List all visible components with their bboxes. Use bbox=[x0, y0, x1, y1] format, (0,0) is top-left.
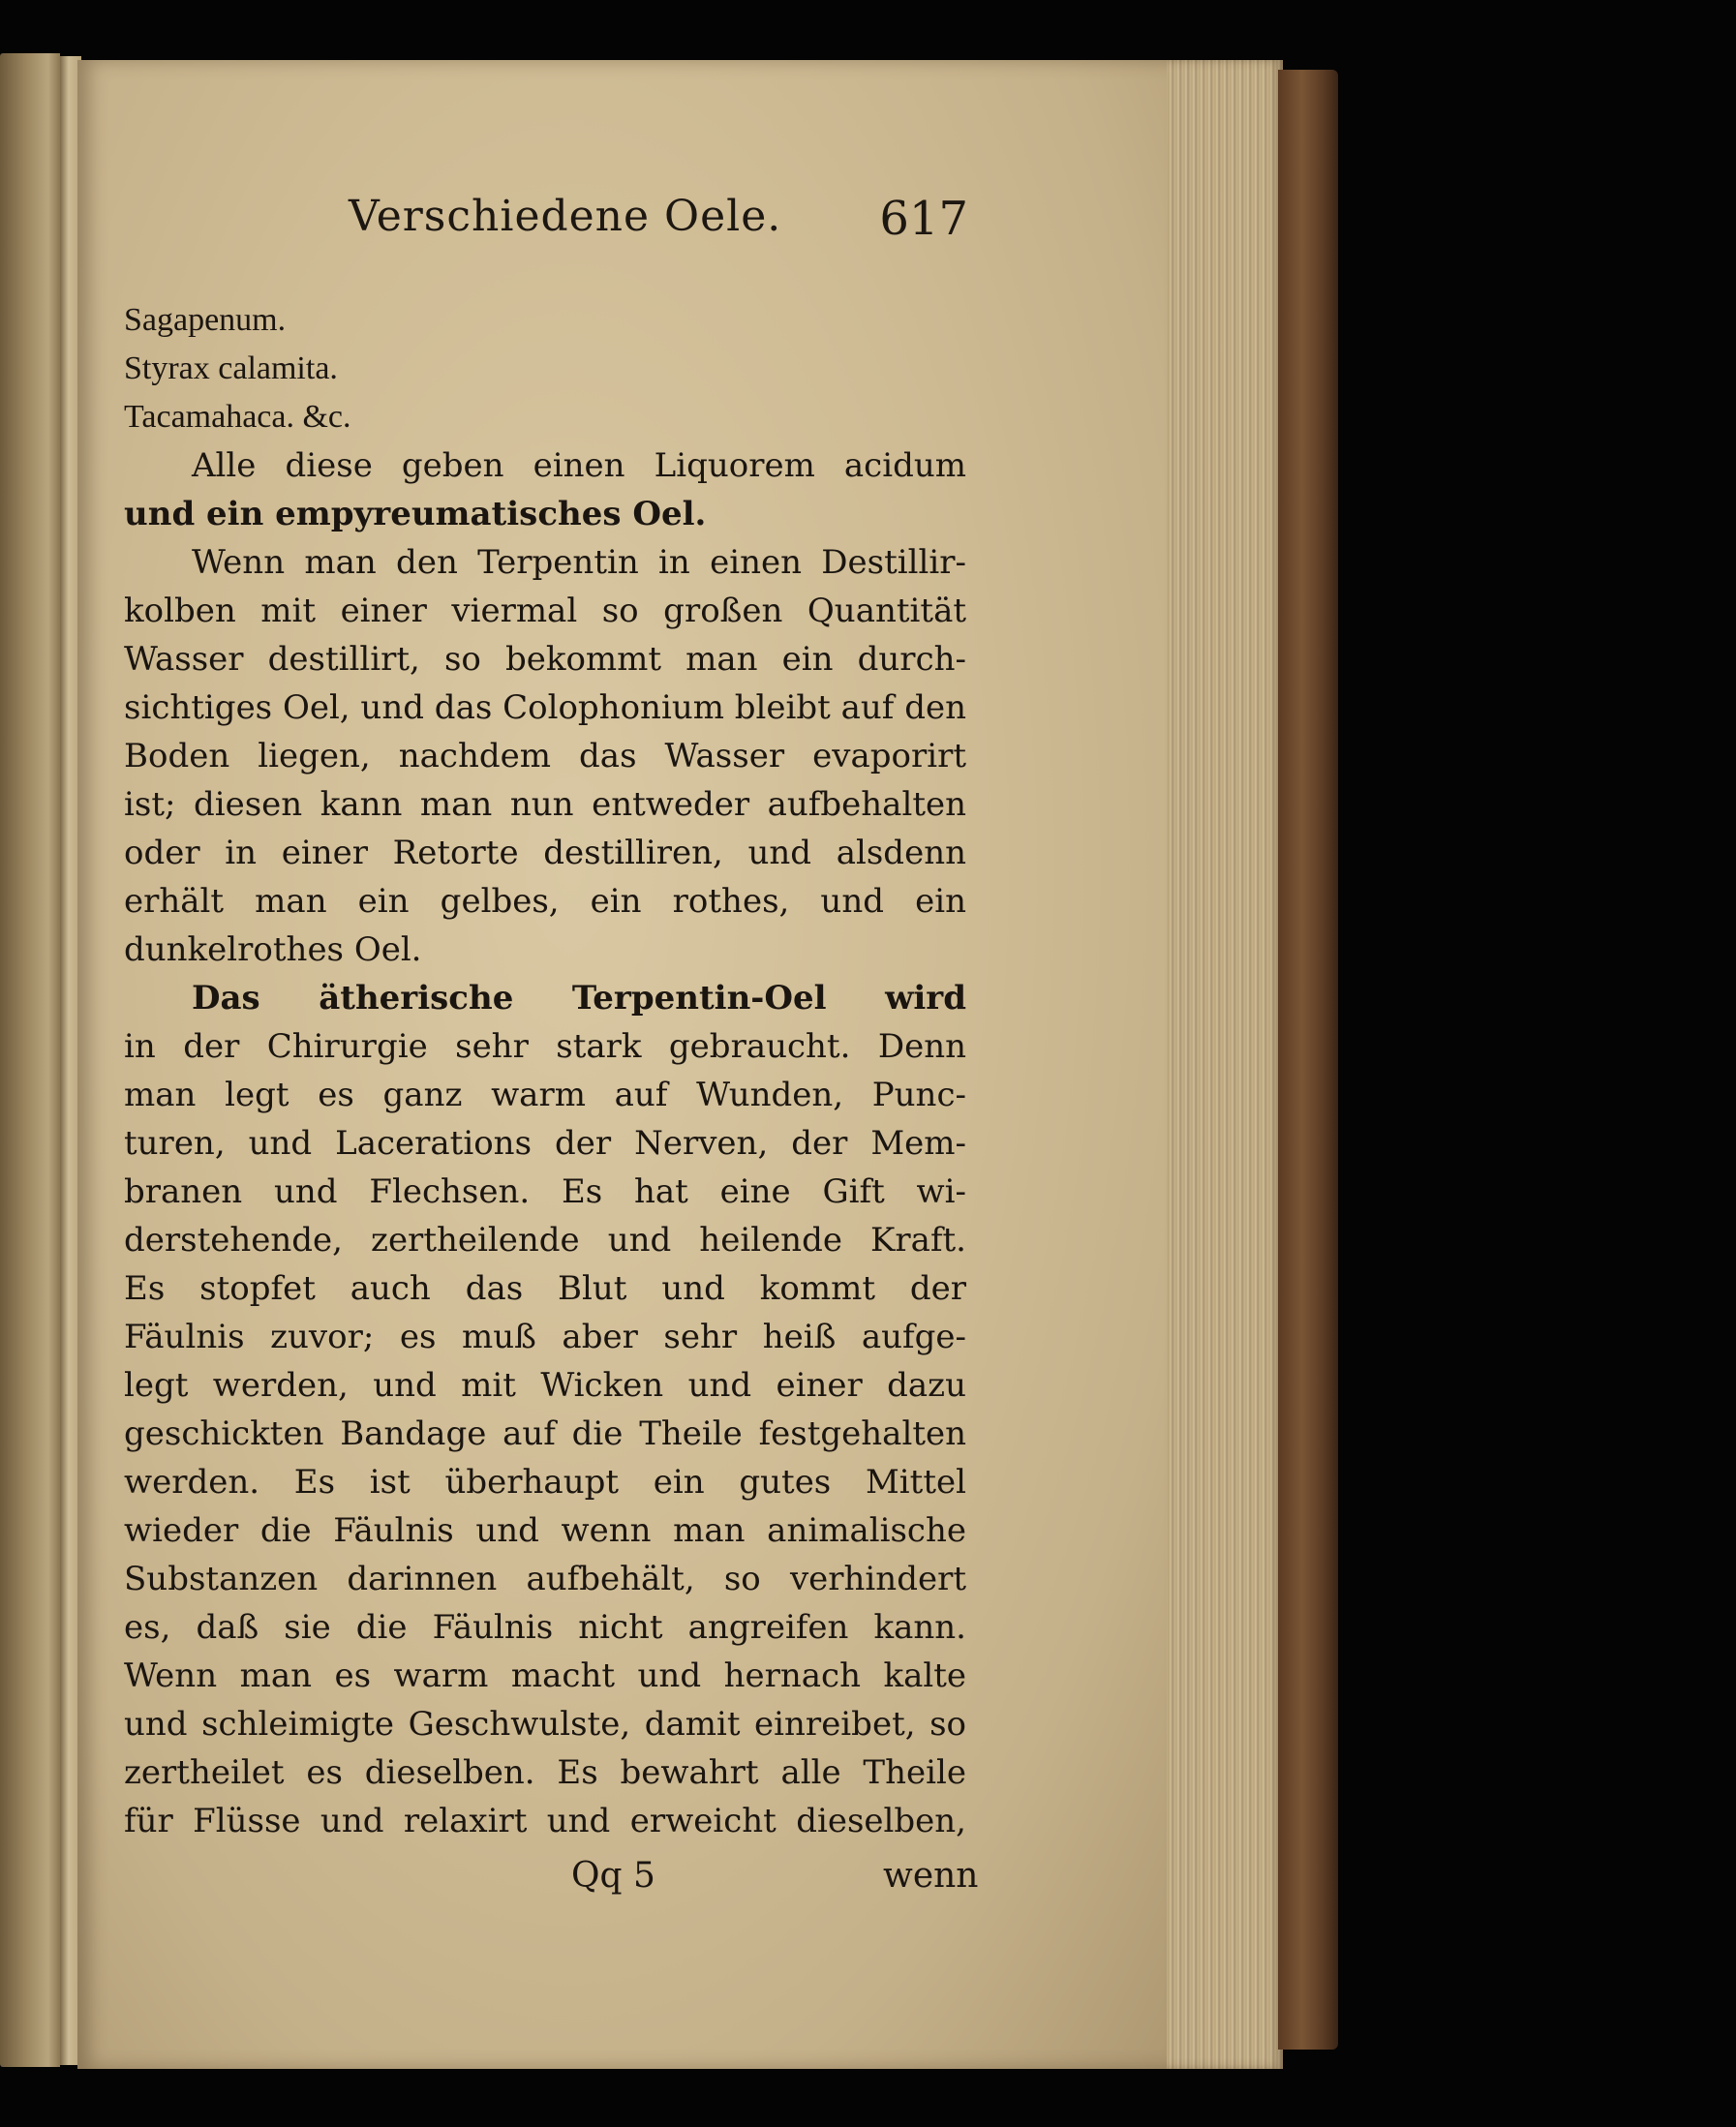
text-line: oder in einer Retorte destilliren, und alsdenn bbox=[124, 834, 966, 872]
signature-mark: Qq 5 bbox=[571, 1856, 655, 1896]
catchword: wenn bbox=[883, 1856, 979, 1896]
text-line: Fäulnis zuvor; es muß aber sehr heiß aufge- bbox=[124, 1318, 966, 1356]
text-line: Styrax calamita. bbox=[124, 350, 338, 386]
book-cover bbox=[1278, 70, 1338, 2050]
text-line: sichtiges Oel, und das Colophonium bleibt auf den bbox=[124, 688, 966, 727]
text-line: legt werden, und mit Wicken und einer dazu bbox=[124, 1366, 966, 1405]
text-line: wieder die Fäulnis und wenn man animalische bbox=[124, 1511, 966, 1550]
text-line: Substanzen darinnen aufbehält, so verhindert bbox=[124, 1560, 966, 1598]
text-line: zertheilet es dieselben. Es bewahrt alle Theile bbox=[124, 1753, 966, 1792]
text-line: in der Chirurgie sehr stark gebraucht. Denn bbox=[124, 1027, 966, 1066]
running-title: Verschiedene Oele. bbox=[349, 192, 782, 241]
text-line: derstehende, zertheilende und heilende Kraft. bbox=[124, 1221, 966, 1260]
text-line: werden. Es ist überhaupt ein gutes Mittel bbox=[124, 1463, 966, 1502]
text-line: Wasser destillirt, so bekommt man ein durch- bbox=[124, 640, 966, 679]
previous-page-edge bbox=[0, 53, 60, 2067]
body-text bbox=[124, 296, 966, 1845]
text-line: turen, und Lacerations der Nerven, der Mem- bbox=[124, 1124, 966, 1163]
text-line: branen und Flechsen. Es hat eine Gift wi- bbox=[124, 1172, 966, 1211]
text-line: kolben mit einer viermal so großen Quantität bbox=[124, 592, 966, 630]
text-line: für Flüsse und relaxirt und erweicht dieselben, bbox=[124, 1802, 966, 1840]
text-line: dunkelrothes Oel. bbox=[124, 930, 422, 969]
text-line: Sagapenum. bbox=[124, 302, 287, 338]
page-block-edge bbox=[1167, 60, 1283, 2069]
text-line: man legt es ganz warm auf Wunden, Punc- bbox=[124, 1076, 966, 1114]
text-line: Boden liegen, nachdem das Wasser evaporirt bbox=[124, 737, 966, 775]
text-line: erhält man ein gelbes, ein rothes, und ein bbox=[124, 882, 966, 921]
text-line: geschickten Bandage auf die Theile festgehalten bbox=[124, 1414, 966, 1453]
text-line: Alle diese geben einen Liquorem acidum bbox=[192, 446, 966, 485]
text-line: es, daß sie die Fäulnis nicht angreifen kann. bbox=[124, 1608, 966, 1647]
page-header bbox=[349, 192, 968, 259]
text-line: Es stopfet auch das Blut und kommt der bbox=[124, 1269, 966, 1308]
text-line: und schleimigte Geschwulste, damit einreibet, so bbox=[124, 1705, 966, 1744]
text-line: Das ätherische Terpentin-Oel wird bbox=[192, 979, 966, 1018]
text-line: ist; diesen kann man nun entweder aufbehalten bbox=[124, 785, 966, 824]
text-line: Wenn man es warm macht und hernach kalte bbox=[124, 1656, 966, 1695]
text-line: Tacamahaca. &c. bbox=[124, 399, 351, 435]
text-line: Wenn man den Terpentin in einen Destillir- bbox=[192, 543, 966, 582]
text-line: und ein empyreumatisches Oel. bbox=[124, 495, 707, 533]
page-number: 617 bbox=[879, 192, 968, 246]
